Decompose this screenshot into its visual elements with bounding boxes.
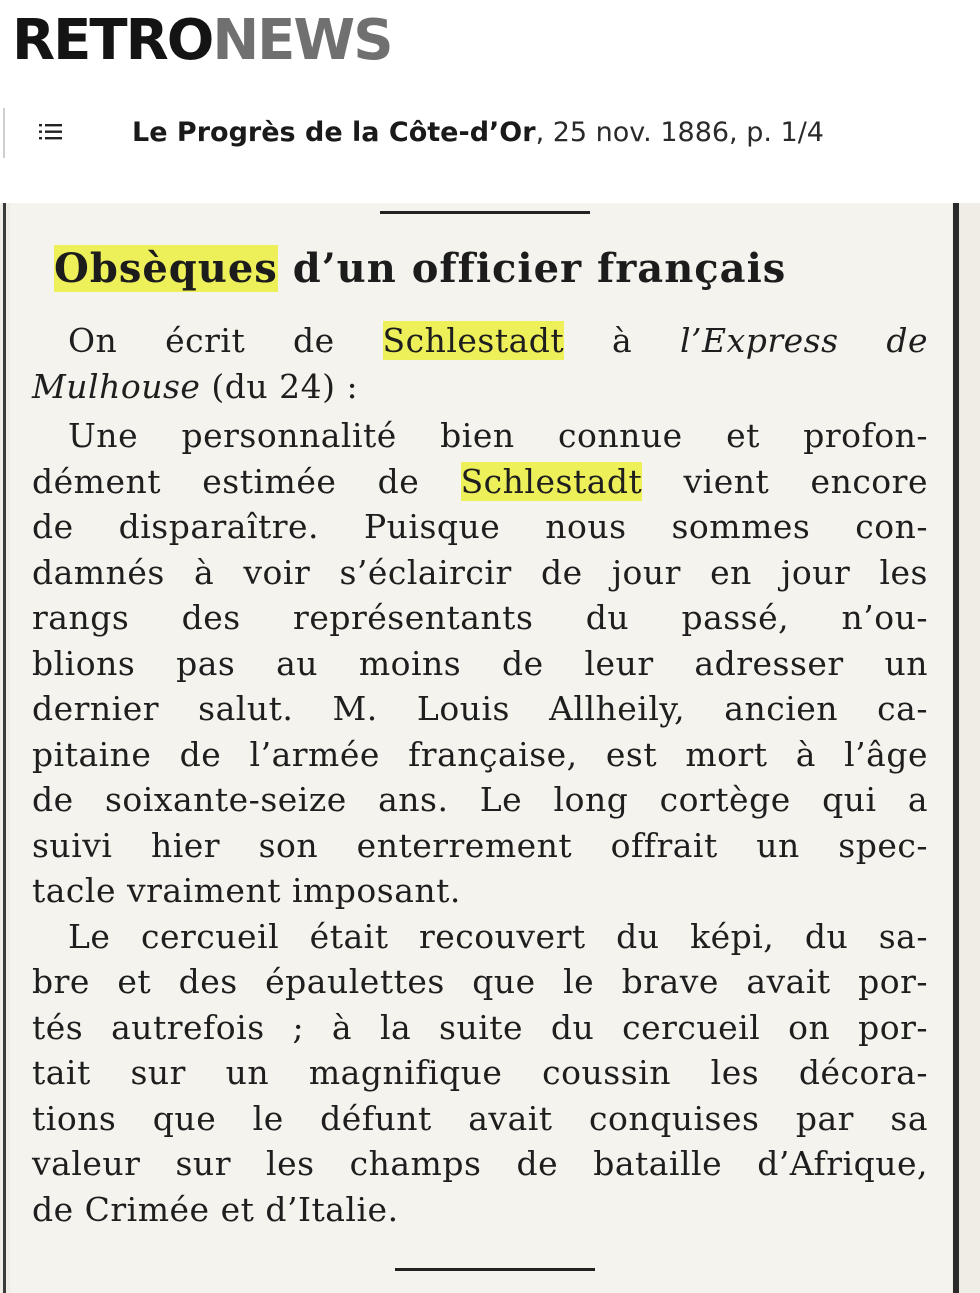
- retronews-logo[interactable]: [12, 6, 392, 76]
- column-rule-right: [953, 203, 959, 1293]
- text-line: damnés à voir s’éclaircir de jour en jour les: [32, 552, 928, 592]
- text-line: valeur sur les champs de bataille d’Afrique,: [32, 1144, 928, 1183]
- headline-rest: d’un officier français: [277, 245, 787, 292]
- logo-retro: RETRO: [12, 8, 213, 73]
- intro-line-2: Mulhouse (du 24) :: [32, 366, 359, 406]
- intro-paragraph: [32, 318, 928, 364]
- text-line: blions pas au moins de leur adresser un: [32, 643, 928, 683]
- text-line: de disparaître. Puisque nous sommes con-: [32, 507, 928, 546]
- text-line: de Crimée et d’Italie.: [32, 1189, 399, 1229]
- paragraph-1: [32, 413, 928, 459]
- logo-news: NEWS: [212, 8, 392, 73]
- text-line: tacle vraiment imposant.: [32, 871, 461, 910]
- article-body: [32, 318, 928, 1232]
- text-line: tés autrefois ; à la suite du cercueil on por-: [32, 1007, 928, 1047]
- document-citation: [132, 113, 824, 153]
- text-line: de soixante-seize ans. Le long cortège qui a: [32, 780, 928, 819]
- text-line: pitaine de l’armée française, est mort à l’âge: [32, 734, 928, 774]
- text-line: On écrit de Schlestadt à l’Express de: [68, 321, 928, 360]
- search-highlight: Schlestadt: [382, 321, 565, 360]
- text-line: tions que le défunt avait conquises par sa: [32, 1098, 928, 1138]
- text-line: dernier salut. M. Louis Allheily, ancien ca-: [32, 689, 928, 728]
- article-headline: [54, 245, 786, 292]
- text-line: Le cercueil était recouvert du képi, du sa-: [68, 916, 928, 956]
- text-line: Une personnalité bien connue et profon-: [68, 416, 928, 455]
- list-icon[interactable]: [38, 121, 64, 143]
- text-line: tait sur un magnifique coussin les décora-: [32, 1053, 928, 1092]
- newspaper-title: Le Progrès de la Côte-d’Or: [132, 117, 536, 148]
- text-line: bre et des épaulettes que le brave avait por-: [32, 962, 928, 1001]
- issue-details: , 25 nov. 1886, p. 1/4: [535, 117, 824, 148]
- newspaper-scan: [0, 203, 980, 1293]
- text-line: rangs des représentants du passé, n’ou-: [32, 598, 928, 637]
- top-separator: [380, 211, 590, 214]
- search-highlight: Schlestadt: [460, 461, 643, 501]
- toolbar-divider: [3, 108, 5, 158]
- search-highlight: Obsèques: [54, 245, 278, 292]
- document-toolbar: [0, 104, 980, 160]
- article-column: [10, 203, 952, 1293]
- column-rule-left: [3, 203, 6, 1293]
- text-line: dément estimée de Schlestadt vient encore: [32, 461, 928, 501]
- text-line: suivi hier son enterrement offrait un spec-: [32, 825, 928, 865]
- paragraph-2: [32, 914, 928, 960]
- bottom-separator: [395, 1268, 595, 1271]
